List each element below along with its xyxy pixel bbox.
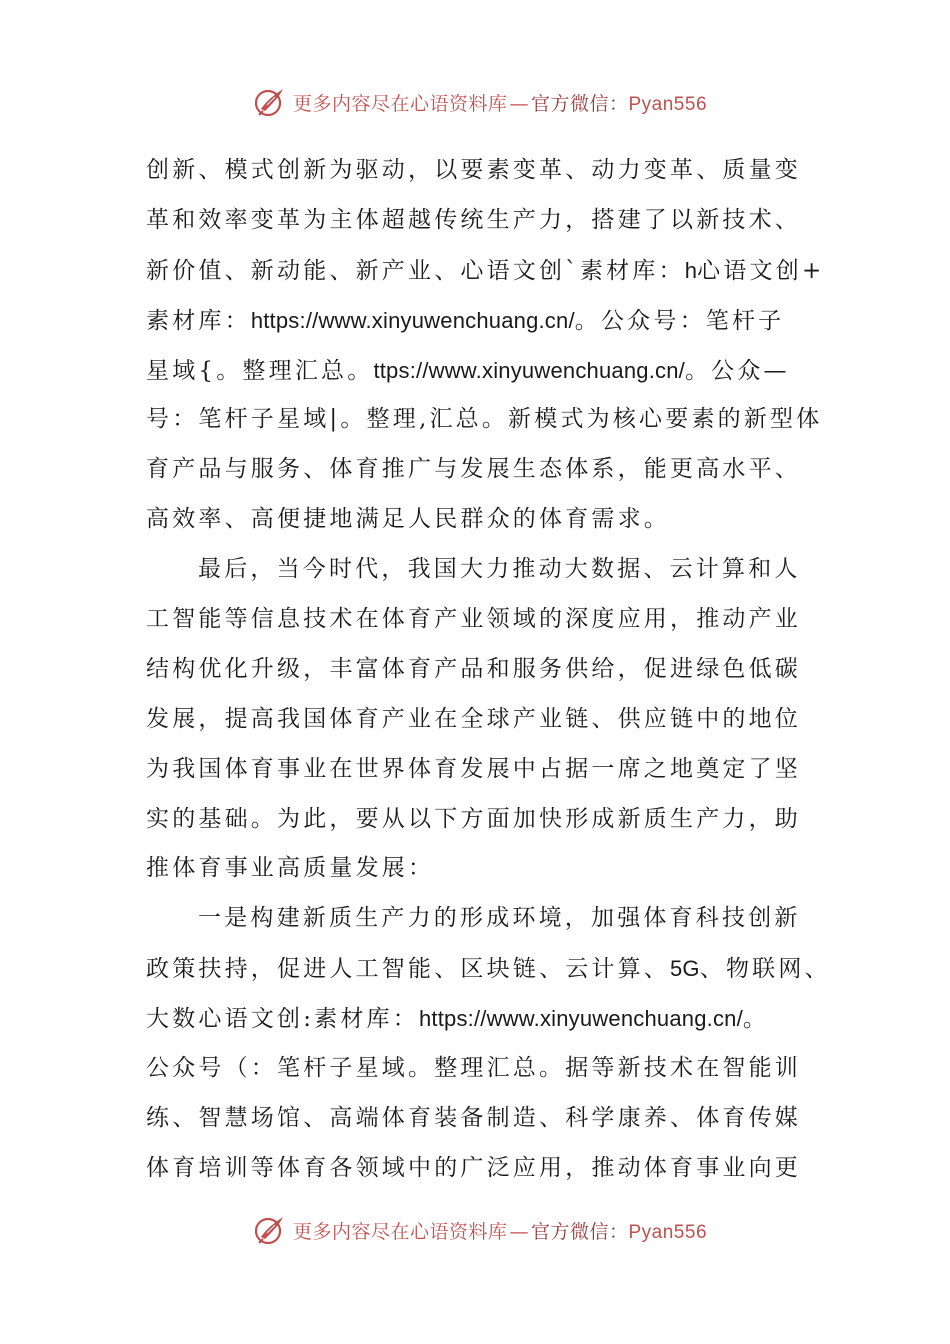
banner-wechat-id: Pyan556	[628, 1221, 708, 1243]
body-text-segment: 。公众—	[684, 357, 790, 384]
body-text-segment: 政策扶持，促进人工智能、区块链、云计算、	[146, 956, 670, 983]
banner-wechat-id: Pyan556	[628, 93, 708, 115]
document-body	[146, 146, 831, 1194]
body-line	[146, 1044, 814, 1094]
body-text-segment: 工智能等信息技术在体育产业领域的深度应用，推动产业	[146, 606, 801, 633]
banner-main-text: 更多内容尽在心语资料库	[292, 1220, 508, 1243]
body-text-segment: 、物联网、	[699, 956, 831, 983]
banner-main-text: 更多内容尽在心语资料库	[292, 92, 508, 115]
body-text-segment: 革和效率变革为主体超越传统生产力，搭建了以新技术、	[146, 206, 801, 233]
body-line	[146, 495, 814, 545]
body-text-segment: 实的基础。为此，要从以下方面加快形成新质生产力，助	[146, 805, 801, 832]
body-text-segment: 最后，当今时代，我国大力推动大数据、云计算和人	[198, 556, 801, 583]
body-text-segment: h	[684, 257, 698, 283]
body-line	[146, 395, 823, 445]
header-banner-content	[253, 85, 707, 119]
body-text-segment: https://www.xinyuwenchuang.cn/	[418, 1006, 743, 1032]
body-text-segment: 大数心语文创:素材库：	[146, 1006, 419, 1033]
body-line	[146, 645, 814, 695]
body-line	[146, 346, 814, 396]
body-text-segment: 。	[742, 1006, 770, 1033]
footer-banner	[0, 1208, 950, 1252]
body-line	[146, 695, 814, 745]
banner-dash: —	[509, 1220, 529, 1243]
body-line	[146, 745, 814, 795]
body-line	[146, 795, 814, 845]
header-banner-text	[293, 89, 707, 116]
body-text-segment: 创新、模式创新为驱动，以要素变革、动力变革、质量变	[146, 157, 801, 183]
footer-banner-content	[253, 1213, 707, 1247]
body-text-segment: ttps://www.xinyuwenchuang.cn/	[373, 357, 685, 383]
body-text-segment: 心语文创+	[697, 257, 825, 284]
body-text-segment: 新价值、新动能、新产业、心语文创`素材库：	[146, 257, 685, 284]
body-line	[146, 445, 814, 495]
body-line	[146, 1144, 814, 1194]
body-text-segment: https://www.xinyuwenchuang.cn/	[250, 307, 575, 333]
body-line	[146, 246, 825, 296]
body-text-segment: 素材库：	[146, 307, 251, 334]
body-line	[146, 595, 814, 645]
banner-dash: —	[509, 92, 529, 115]
body-line	[146, 545, 814, 595]
body-text-segment: 练、智慧场馆、高端体育装备制造、科学康养、体育传媒	[146, 1104, 801, 1131]
body-line	[146, 844, 814, 894]
body-text-segment: 为我国体育事业在世界体育发展中占据一席之地奠定了坚	[146, 755, 801, 782]
quill-pen-logo-icon	[253, 1213, 287, 1247]
body-text-segment: 5G	[670, 956, 700, 982]
body-line	[146, 894, 814, 944]
banner-wechat-label: 官方微信：	[530, 92, 629, 115]
body-text-segment: 推体育事业高质量发展：	[146, 855, 435, 882]
body-text-segment: 体育培训等体育各领域中的广泛应用，推动体育事业向更	[146, 1154, 801, 1181]
header-banner	[0, 80, 950, 124]
body-line	[146, 196, 814, 246]
body-line	[146, 296, 814, 346]
body-text-segment: 星域{。整理汇总。	[146, 357, 374, 384]
body-line	[146, 944, 831, 994]
body-line	[146, 146, 814, 196]
body-line	[146, 1094, 814, 1144]
body-text-segment: 一是构建新质生产力的形成环境，加强体育科技创新	[198, 905, 801, 932]
footer-banner-text	[293, 1217, 707, 1244]
body-text-segment: 号：笔杆子星域|。整理,汇总。新模式为核心要素的新型体	[146, 406, 823, 433]
body-text-segment: 育产品与服务、体育推广与发展生态体系，能更高水平、	[146, 456, 801, 483]
body-text-segment: 发展，提高我国体育产业在全球产业链、供应链中的地位	[146, 705, 801, 732]
body-text-segment: 公众号（：笔杆子星域。整理汇总。据等新技术在智能训	[146, 1055, 801, 1082]
body-line	[146, 994, 814, 1044]
body-text-segment: 。公众号：笔杆子	[574, 307, 785, 334]
body-text-segment: 结构优化升级，丰富体育产品和服务供给，促进绿色低碳	[146, 655, 801, 682]
quill-pen-logo-icon	[253, 85, 287, 119]
body-text-segment: 高效率、高便捷地满足人民群众的体育需求。	[146, 506, 670, 533]
banner-wechat-label: 官方微信：	[530, 1220, 629, 1243]
